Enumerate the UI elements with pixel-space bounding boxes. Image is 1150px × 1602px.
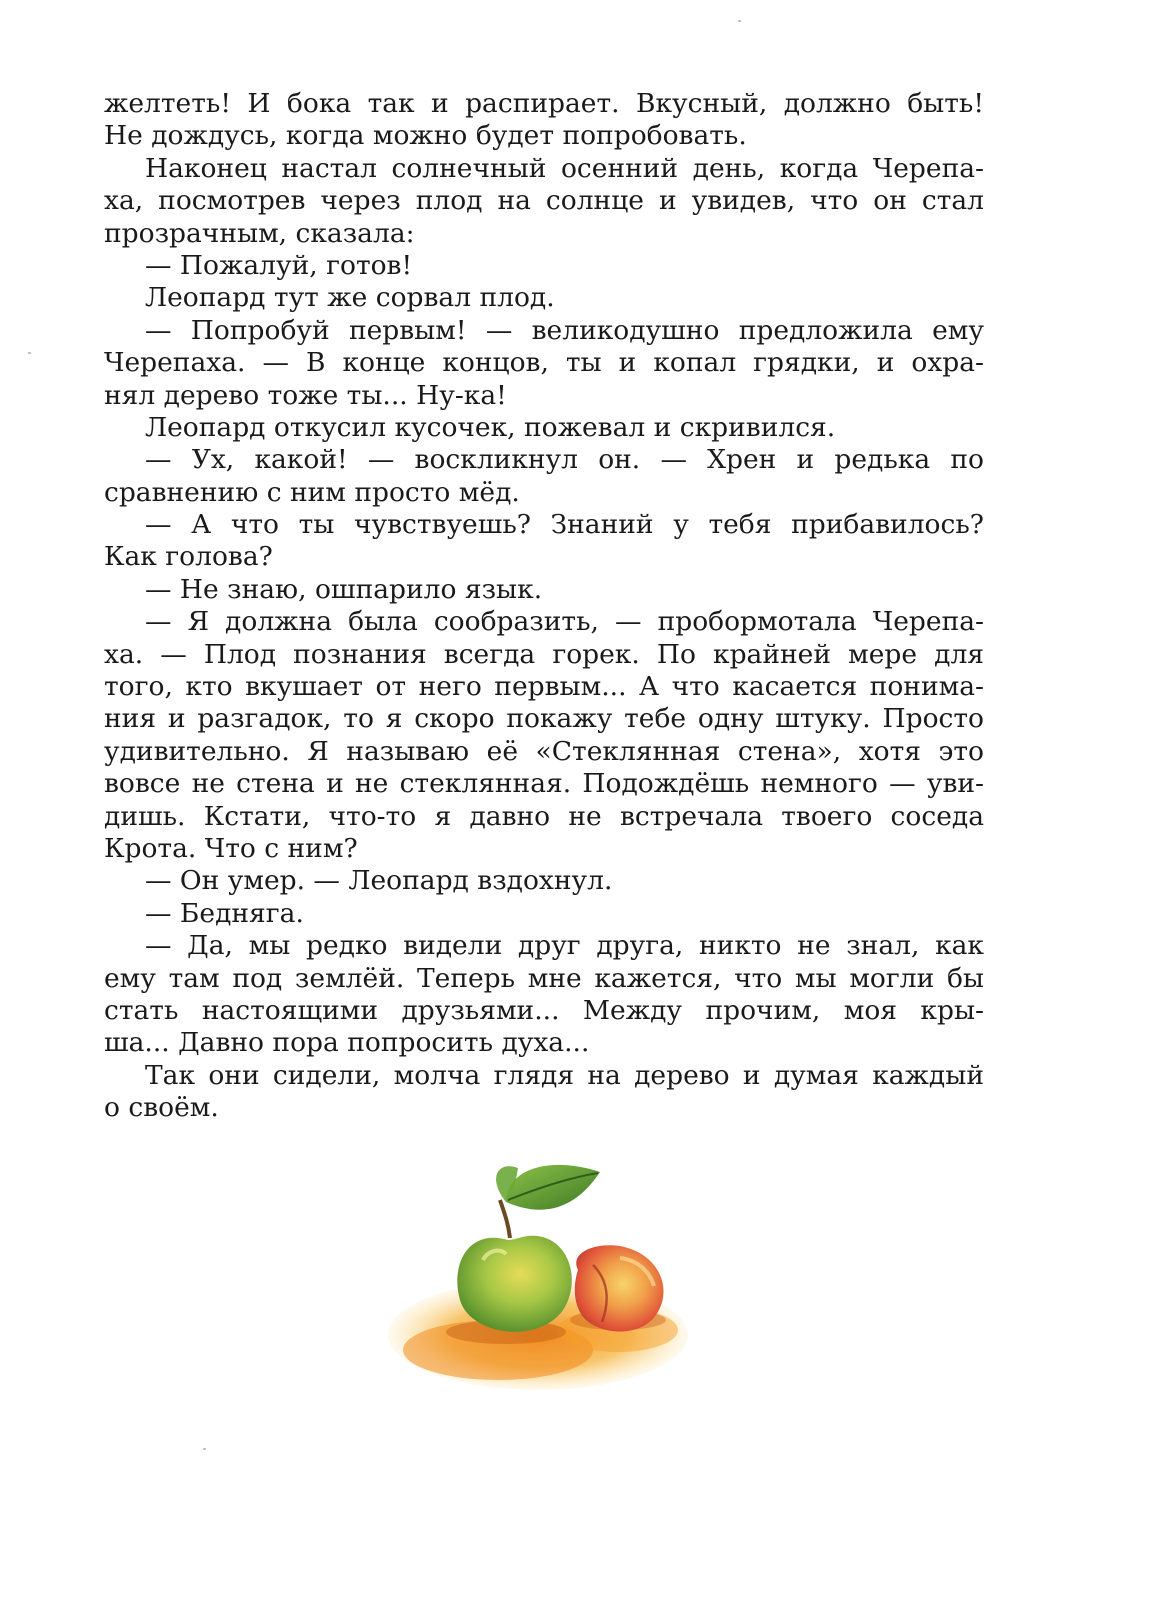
text-line: ша... Давно пора попросить духа... [104,1027,590,1059]
text-line: Леопард тут же сорвал плод. [145,282,555,314]
fruit-illustration-icon [388,1150,698,1400]
text-line: — Не знаю, ошпарило язык. [145,573,543,605]
text-line: — Ух, какой! — воскликнул он. — Хрен и редька по [145,444,984,476]
peach-shape [575,1245,664,1331]
apple-shape [457,1236,572,1332]
text-line: — Да, мы редко видели друг друга, никто не знал, как [145,930,984,962]
text-line: нял дерево тоже ты... Ну-ка! [104,379,507,411]
text-line: Черепаха. — В конце концов, ты и копал грядки, и охра- [104,347,984,379]
text-line: Леопард откусил кусочек, пожевал и скривился. [145,411,836,443]
leaf-shape [506,1165,600,1210]
text-line: о своём. [104,1092,219,1124]
stem-shape [500,1200,510,1238]
text-line: удивительно. Я называю её «Стеклянная стена», хотя это [104,735,984,767]
text-line: — Я должна была сообразить, — пробормотала Черепа- [145,606,984,638]
text-line: вовсе не стена и не стеклянная. Подождёшь немного — уви- [104,768,984,800]
text-line: желтеть! И бока так и распирает. Вкусный, должно быть! [104,88,984,119]
text-line: Наконец настал солнечный осенний день, когда Черепа- [145,152,984,184]
text-line: стать настоящими друзьями... Между прочим, моя кры- [104,994,984,1026]
text-line: того, кто вкушает от него первым... А что касается понима- [104,671,984,703]
text-line: дишь. Кстати, что-то я давно не встречала твоего соседа [104,800,984,832]
text-line: Как голова? [104,541,273,573]
scan-speck [738,20,741,22]
text-line: прозрачным, сказала: [104,217,415,249]
story-text [104,88,984,1125]
text-line: — Он умер. — Леопард вздохнул. [145,865,613,897]
text-line: Так они сидели, молча глядя на дерево и думая каждый [145,1059,984,1091]
text-line: Крота. Что с ним? [104,832,358,864]
text-line: Не дождусь, когда можно будет попробовать. [104,120,747,152]
scan-speck [203,1448,206,1450]
text-line: — А что ты чувствуешь? Знаний у тебя прибавилось? [145,509,984,541]
text-line: — Попробуй первым! — великодушно предложила ему [145,314,984,346]
text-line: — Пожалуй, готов! [145,249,413,281]
text-line: сравнению с ним просто мёд. [104,476,520,508]
text-line: ему там под землёй. Теперь мне кажется, что мы могли бы [104,962,984,994]
text-line: ха, посмотрев через плод на солнце и увидев, что он стал [104,185,984,217]
text-line: ха. — Плод познания всегда горек. По крайней мере для [104,638,984,670]
text-line: ния и разгадок, то я скоро покажу тебе одну штуку. Просто [104,703,984,735]
scan-speck [28,352,31,354]
text-line: — Бедняга. [145,897,304,929]
